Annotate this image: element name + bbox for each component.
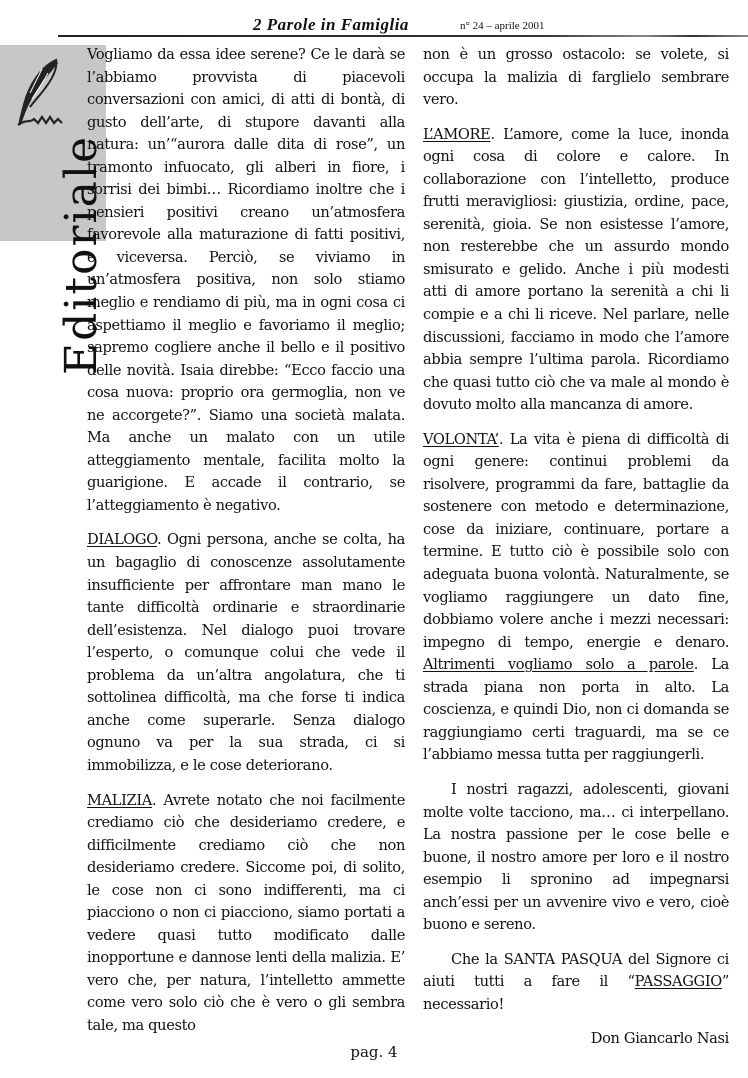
volonta-paragraph xyxy=(423,429,729,767)
pasqua-text-before: Che la SANTA PASQUA del Signore ci aiuti tutti a fare il “ xyxy=(423,950,729,991)
amore-text: . L’amore, come la luce, inonda ogni cosa di colore e calore. In collaborazione con l’intelletto, produce frutti meravigliosi: giustizia, ordine, pace, serenità, gioia. Se non esistesse l’amore, non resterebbe che un assurdo mondo smisurato e gelido. Anche i più modesti atti di amore portano la serenità a chi li compie e a chi li riceve. Nel parlare, nelle discussioni, facciamo in modo che l’amore abbia sempre l’ultima parola. Ricordiamo che quasi tutto ciò che va male al mondo è dovuto molto alla mancanza di amore. xyxy=(423,125,729,414)
intro-paragraph: Vogliamo da essa idee serene? Ce le darà se l’abbiamo provvista di piacevoli conversazioni con amici, di atti di bontà, di gusto dell’arte, di stupore davanti alla natura: un’“aurora dalle dita di rose”, un tramonto infuocato, gli alberi in fiore, i sorrisi dei bimbi… Ricordiamo inoltre che i pensieri positivi creano un’atmosfera favorevole alla maturazione di fatti positivi, e viceversa. Perciò, se viviamo in un’atmosfera positiva, non solo stiamo meglio e rendiamo di più, ma in ogni cosa ci aspettiamo il meglio e favoriamo il meglio; sapremo cogliere anche il bello e il positivo delle novità. Isaia direbbe: “Ecco faccio una cosa nuova: proprio ora germoglia, non ve ne accorgete?”. Siamo una società malata. Ma anche un malato con un utile atteggiamento mentale, facilita molto la guarigione. E accade il contrario, se l’atteggiamento è negativo. xyxy=(87,46,405,514)
continuation-paragraph: non è un grosso ostacolo: se volete, si occupa la malizia di farglielo sembrare vero. xyxy=(423,46,729,109)
left-column xyxy=(87,44,405,1050)
pasqua-underlined-word: PASSAGGIO xyxy=(634,973,722,991)
amore-heading: L’AMORE xyxy=(423,125,491,143)
volonta-underlined-phrase: Altrimenti vogliamo solo a parole xyxy=(423,656,694,674)
volonta-text-after: . La strada piana non porta in alto. La coscienza, e quindi Dio, non ci domanda se raggiungiamo certi traguardi, ma se ce l’abbiamo messa tutta per raggiungerli. xyxy=(423,656,729,764)
dialogo-text: . Ogni persona, anche se colta, ha un bagaglio di conoscenze assolutamente insufficiente per affrontare man mano le tante difficoltà ordinarie e straordinarie dell’esistenza. Nel dialogo puoi trovare l’esperto, o comunque colui che vede il problema da un’altra angolatura, che ti sottolinea difficoltà, ma che forse ti indica anche come superarle. Senza dialogo ognuno va per la sua strada, ci si immobilizza, e le cose deteriorano. xyxy=(87,531,405,774)
author-signature: Don Giancarlo Nasi xyxy=(590,1030,729,1048)
issue-info: n° 24 – aprile 2001 xyxy=(460,20,545,32)
page-number: pag. 4 xyxy=(350,1043,398,1061)
malizia-paragraph xyxy=(87,790,405,1038)
malizia-text: . Avrete notato che noi facilmente crediamo ciò che desideriamo credere, e difficilmente crediamo ciò che non desideriamo credere. Siccome poi, di solito, le cose non ci sono indifferenti, ma ci piacciono o non ci piacciono, siamo portati a vedere quasi tutto modificato dalle inopportune e dannose lenti della malizia. E’ vero che, per natura, l’intelletto ammette come vero solo ciò che è vero o gli sembra tale, ma questo xyxy=(87,791,405,1034)
section-label-editoriale: Editoriale xyxy=(56,135,107,375)
magazine-title: 2 Parole in Famiglia xyxy=(253,15,409,34)
volonta-text-before: . La vita è piena di difficoltà di ogni genere: continui problemi da risolvere, programmi da fare, battaglie da sostenere con metodo e determinazione, cose da iniziare, continuare, portare a termine. E tutto ciò è possibile solo con adeguata buona volontà. Naturalmente, se vogliamo raggiungere un dato fine, dobbiamo volere anche i mezzi necessari: impegno di tempo, energie e denaro. xyxy=(423,430,729,651)
pasqua-paragraph xyxy=(423,949,729,1017)
ragazzi-paragraph: I nostri ragazzi, adolescenti, giovani molte volte tacciono, ma… ci interpellano. La nostra passione per le cose belle e buone, il nostro amore per loro e il nostro esempio li spronino ad impegnarsi anch’essi per un avvenire vivo e vero, cioè buono e sereno. xyxy=(423,780,729,934)
dialogo-paragraph xyxy=(87,529,405,777)
pasqua-text-after: ” necessario! xyxy=(423,973,729,1013)
amore-paragraph xyxy=(423,124,729,417)
dialogo-heading: DIALOGO xyxy=(87,531,157,549)
quill-icon xyxy=(12,55,72,135)
malizia-heading: MALIZIA xyxy=(87,791,152,809)
page-header xyxy=(0,0,748,40)
volonta-heading: VOLONTA’ xyxy=(423,430,499,448)
right-column xyxy=(423,44,729,1063)
header-divider xyxy=(58,35,748,37)
